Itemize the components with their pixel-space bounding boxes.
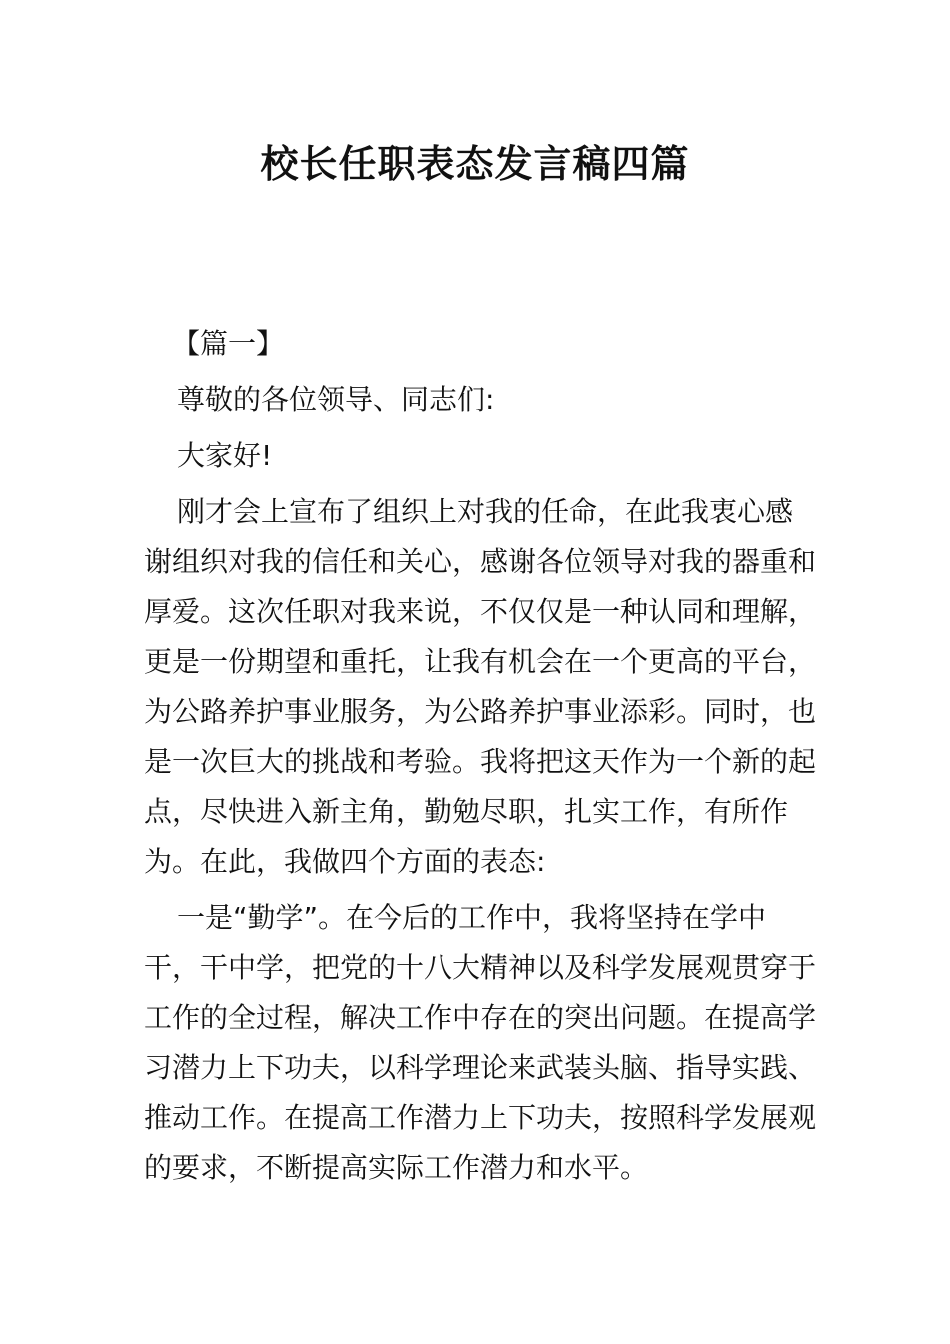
greeting: 大家好! (177, 439, 273, 472)
salutation: 尊敬的各位领导、同志们: (177, 383, 495, 416)
document-title: 校长任职表态发言稿四篇 (260, 142, 690, 186)
body-paragraph-diligent-study: 一是“勤学”。在今后的工作中，我将坚持在学中干，干中学，把党的十八大精神以及科学发展观贯穿于工作的全过程，解决工作中存在的突出问题。在提高学习潜力上下功夫，以科学理论来武装头脑、指导实践、推动工作。在提高工作潜力上下功夫，按照科学发展观的要求，不断提高实际工作潜力和水平。 (144, 901, 817, 1184)
body-paragraph-intro: 刚才会上宣布了组织上对我的任命，在此我衷心感谢组织对我的信任和关心，感谢各位领导对我的器重和厚爱。这次任职对我来说，不仅仅是一种认同和理解，更是一份期望和重托，让我有机会在一个更高的平台，为公路养护事业服务，为公路养护事业添彩。同时，也是一次巨大的挑战和考验。我将把这天作为一个新的起点，尽快进入新主角，勤勉尽职，扎实工作，有所作为。在此，我做四个方面的表态: (144, 495, 817, 878)
document-body (144, 319, 816, 1199)
section-label: 【篇一】 (172, 327, 285, 360)
